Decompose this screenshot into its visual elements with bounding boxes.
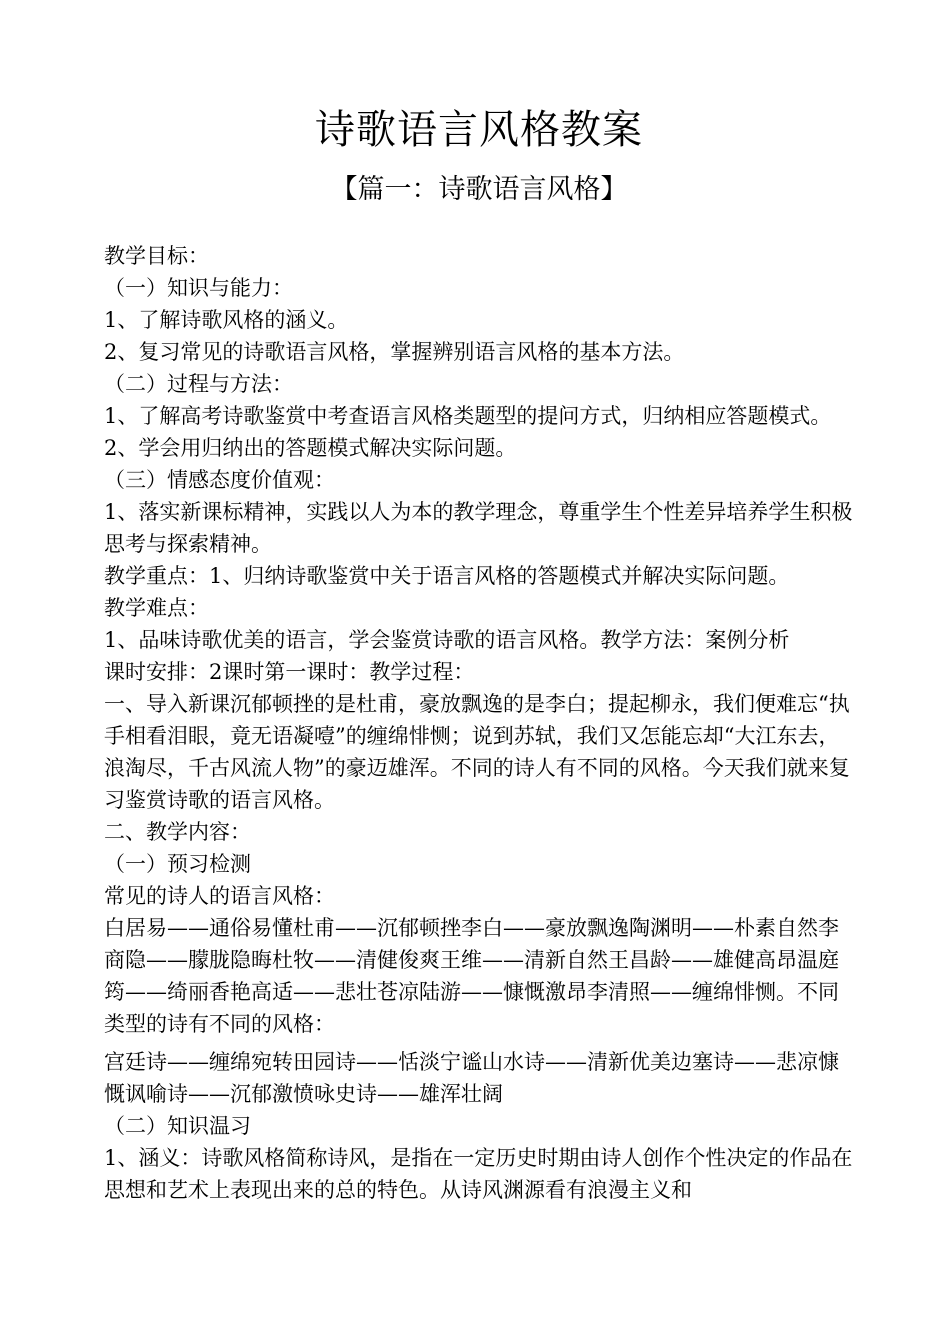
paragraph-process-heading: （二）过程与方法： xyxy=(104,372,293,396)
paragraph-knowledge-heading: （一）知识与能力： xyxy=(104,276,293,300)
paragraph-knowledge-2: 2、复习常见的诗歌语言风格，掌握辨别语言风格的基本方法。 xyxy=(104,340,685,364)
paragraph-difficulties-heading: 教学难点： xyxy=(104,596,209,620)
paragraph-schedule: 课时安排：2课时第一课时：教学过程： xyxy=(104,660,475,684)
document-body xyxy=(104,240,854,1206)
paragraph-goals-heading: 教学目标： xyxy=(104,244,209,268)
paragraph-poem-type-styles: 宫廷诗——缠绵宛转田园诗——恬淡宁谧山水诗——清新优美边塞诗——悲凉慷慨讽喻诗——沉郁激愤咏史诗——雄浑壮阔 xyxy=(104,1050,839,1106)
paragraph-process-1: 1、了解高考诗歌鉴赏中考查语言风格类题型的提问方式，归纳相应答题模式。 xyxy=(104,404,832,428)
paragraph-knowledge-1: 1、了解诗歌风格的涵义。 xyxy=(104,308,349,332)
paragraph-introduction: 一、导入新课沉郁顿挫的是杜甫，豪放飘逸的是李白；提起柳永，我们便难忘“执手相看泪眼，竟无语凝噎”的缠绵悱恻；说到苏轼，我们又怎能忘却“大江东去，浪淘尽，千古风流人物”的豪迈雄浑。不同的诗人有不同的风格。今天我们就来复习鉴赏诗歌的语言风格。 xyxy=(104,692,850,812)
paragraph-values-1: 1、落实新课标精神，实践以人为本的教学理念，尊重学生个性差异培养学生积极思考与探索精神。 xyxy=(104,500,853,556)
paragraph-review-heading: （二）知识温习 xyxy=(104,1114,251,1138)
document-subtitle: 【篇一：诗歌语言风格】 xyxy=(330,174,628,205)
paragraph-key-points: 教学重点：1、归纳诗歌鉴赏中关于语言风格的答题模式并解决实际问题。 xyxy=(104,564,790,588)
paragraph-values-heading: （三）情感态度价值观： xyxy=(104,468,335,492)
paragraph-content-heading: 二、教学内容： xyxy=(104,820,251,844)
document-title: 诗歌语言风格教案 xyxy=(315,107,643,153)
paragraph-preview-heading: （一）预习检测 xyxy=(104,852,251,876)
paragraph-process-2: 2、学会用归纳出的答题模式解决实际问题。 xyxy=(104,436,517,460)
paragraph-definition: 1、涵义：诗歌风格简称诗风，是指在一定历史时期由诗人创作个性决定的作品在思想和艺术上表现出来的总的特色。从诗风渊源看有浪漫主义和 xyxy=(104,1146,853,1202)
paragraph-difficulties-1: 1、品味诗歌优美的语言，学会鉴赏诗歌的语言风格。教学方法：案例分析 xyxy=(104,628,790,652)
paragraph-poet-styles: 白居易——通俗易懂杜甫——沉郁顿挫李白——豪放飘逸陶渊明——朴素自然李商隐——朦胧隐晦杜牧——清健俊爽王维——清新自然王昌龄——雄健高昂温庭筠——绮丽香艳高适——悲壮苍凉陆游——慷慨激昂李清照——缠绵悱恻。不同类型的诗有不同的风格： xyxy=(104,916,839,1036)
paragraph-poet-styles-heading: 常见的诗人的语言风格： xyxy=(104,884,335,908)
